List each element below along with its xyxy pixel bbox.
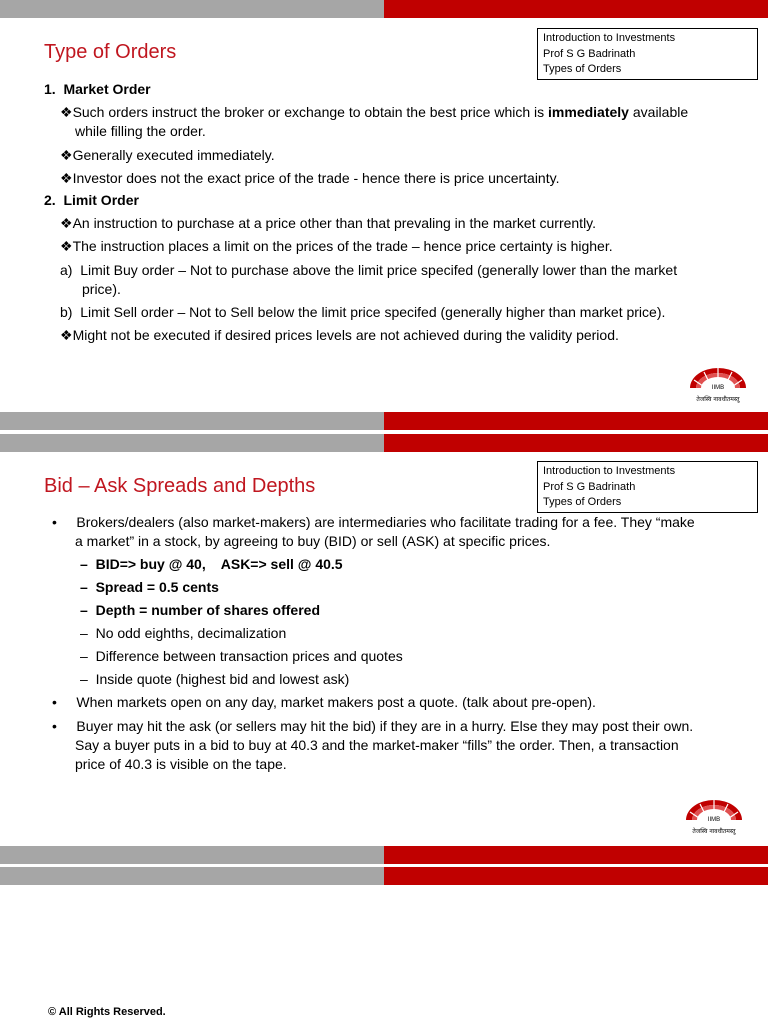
iimb-emblem-icon (680, 796, 748, 836)
bullet-diamond-icon: ❖ (60, 147, 73, 163)
bullet-diamond-icon: ❖ (60, 170, 73, 186)
dash-icon: – (80, 579, 88, 595)
slide-title: Type of Orders (44, 41, 177, 63)
bullet-diamond-icon: ❖ (60, 238, 73, 254)
list-item: ❖Generally executed immediately. (60, 147, 275, 163)
bullet-diamond-icon: ❖ (60, 327, 73, 343)
svg-text:तेजस्वि नावधीतमस्तु: तेजस्वि नावधीतमस्तु (692, 828, 736, 835)
list-item: – No odd eighths, decimalization (80, 625, 287, 641)
list-item: ❖An instruction to purchase at a price other than that prevaling in the market currently. (60, 215, 597, 231)
list-item: 1. Market Order (44, 81, 151, 97)
list-item: ❖The instruction places a limit on the prices of the trade – hence price certainty is higher. (60, 238, 613, 254)
course-info-box (537, 461, 758, 513)
list-item-continuation: a market” in a stock, by agreeing to buy (BID) or sell (ASK) at specific prices. (75, 533, 551, 549)
info-topic: Types of Orders (543, 496, 622, 508)
list-item: • When markets open on any day, market makers post a quote. (talk about pre-open). (52, 694, 596, 710)
list-item: ❖Such orders instruct the broker or exchange to obtain the best price which is immediately available (60, 104, 689, 120)
list-item: b) Limit Sell order – Not to Sell below the limit price specifed (generally higher than market price). (60, 304, 666, 320)
svg-text:IIMB: IIMB (707, 817, 721, 823)
slide-footer-bar (0, 846, 768, 864)
iimb-logo (680, 796, 748, 836)
info-professor: Prof S G Badrinath (543, 480, 636, 493)
list-item: – Depth = number of shares offered (80, 602, 321, 618)
list-item: ❖Investor does not the exact price of the trade - hence there is price uncertainty. (60, 170, 560, 186)
info-professor: Prof S G Badrinath (543, 47, 636, 60)
list-item-continuation: while filling the order. (75, 123, 206, 139)
svg-text:IIMB: IIMB (711, 385, 725, 391)
slide-bid-ask (0, 434, 768, 864)
list-item-continuation: price of 40.3 is visible on the tape. (75, 756, 287, 772)
dash-icon: – (80, 625, 88, 641)
slide-header-bar (0, 867, 768, 885)
dash-icon: – (80, 602, 88, 618)
list-item: – Inside quote (highest bid and lowest ask) (80, 671, 350, 687)
copyright-notice: © All Rights Reserved. (48, 1006, 166, 1018)
list-item: – Difference between transaction prices and quotes (80, 648, 403, 664)
slide-type-of-orders (0, 0, 768, 430)
svg-text:तेजस्वि नावधीतमस्तु: तेजस्वि नावधीतमस्तु (696, 396, 740, 403)
dash-icon: – (80, 556, 88, 572)
bullet-icon: • (52, 514, 57, 530)
list-item: 2. Limit Order (44, 192, 139, 208)
bullet-diamond-icon: ❖ (60, 215, 73, 231)
dash-icon: – (80, 648, 88, 664)
list-item-continuation: price). (82, 281, 121, 297)
iimb-emblem-icon (684, 364, 752, 404)
bullet-diamond-icon: ❖ (60, 104, 73, 120)
list-item: – BID=> buy @ 40, ASK=> sell @ 40.5 (80, 556, 343, 572)
list-item-continuation: Say a buyer puts in a bid to buy at 40.3 and the market-maker “fills” the order. Then, a transaction (75, 737, 679, 753)
slide-footer-bar (0, 412, 768, 430)
info-course: Introduction to Investments (543, 465, 676, 477)
info-course: Introduction to Investments (543, 32, 676, 44)
list-item: – Spread = 0.5 cents (80, 579, 219, 595)
slide-title: Bid – Ask Spreads and Depths (44, 475, 316, 497)
info-topic: Types of Orders (543, 63, 622, 75)
list-item: ❖Might not be executed if desired prices levels are not achieved during the validity period. (60, 327, 619, 343)
list-item: • Buyer may hit the ask (or sellers may hit the bid) if they are in a hurry. Else they may post their own. (52, 718, 694, 734)
list-item: a) Limit Buy order – Not to purchase above the limit price specifed (generally lower than the market (60, 262, 678, 278)
bullet-icon: • (52, 694, 57, 710)
course-info-box (537, 28, 758, 80)
dash-icon: – (80, 671, 88, 687)
list-item: • Brokers/dealers (also market-makers) are intermediaries who facilitate trading for a fee. They “make (52, 514, 695, 530)
bullet-icon: • (52, 718, 57, 734)
iimb-logo (684, 364, 752, 404)
